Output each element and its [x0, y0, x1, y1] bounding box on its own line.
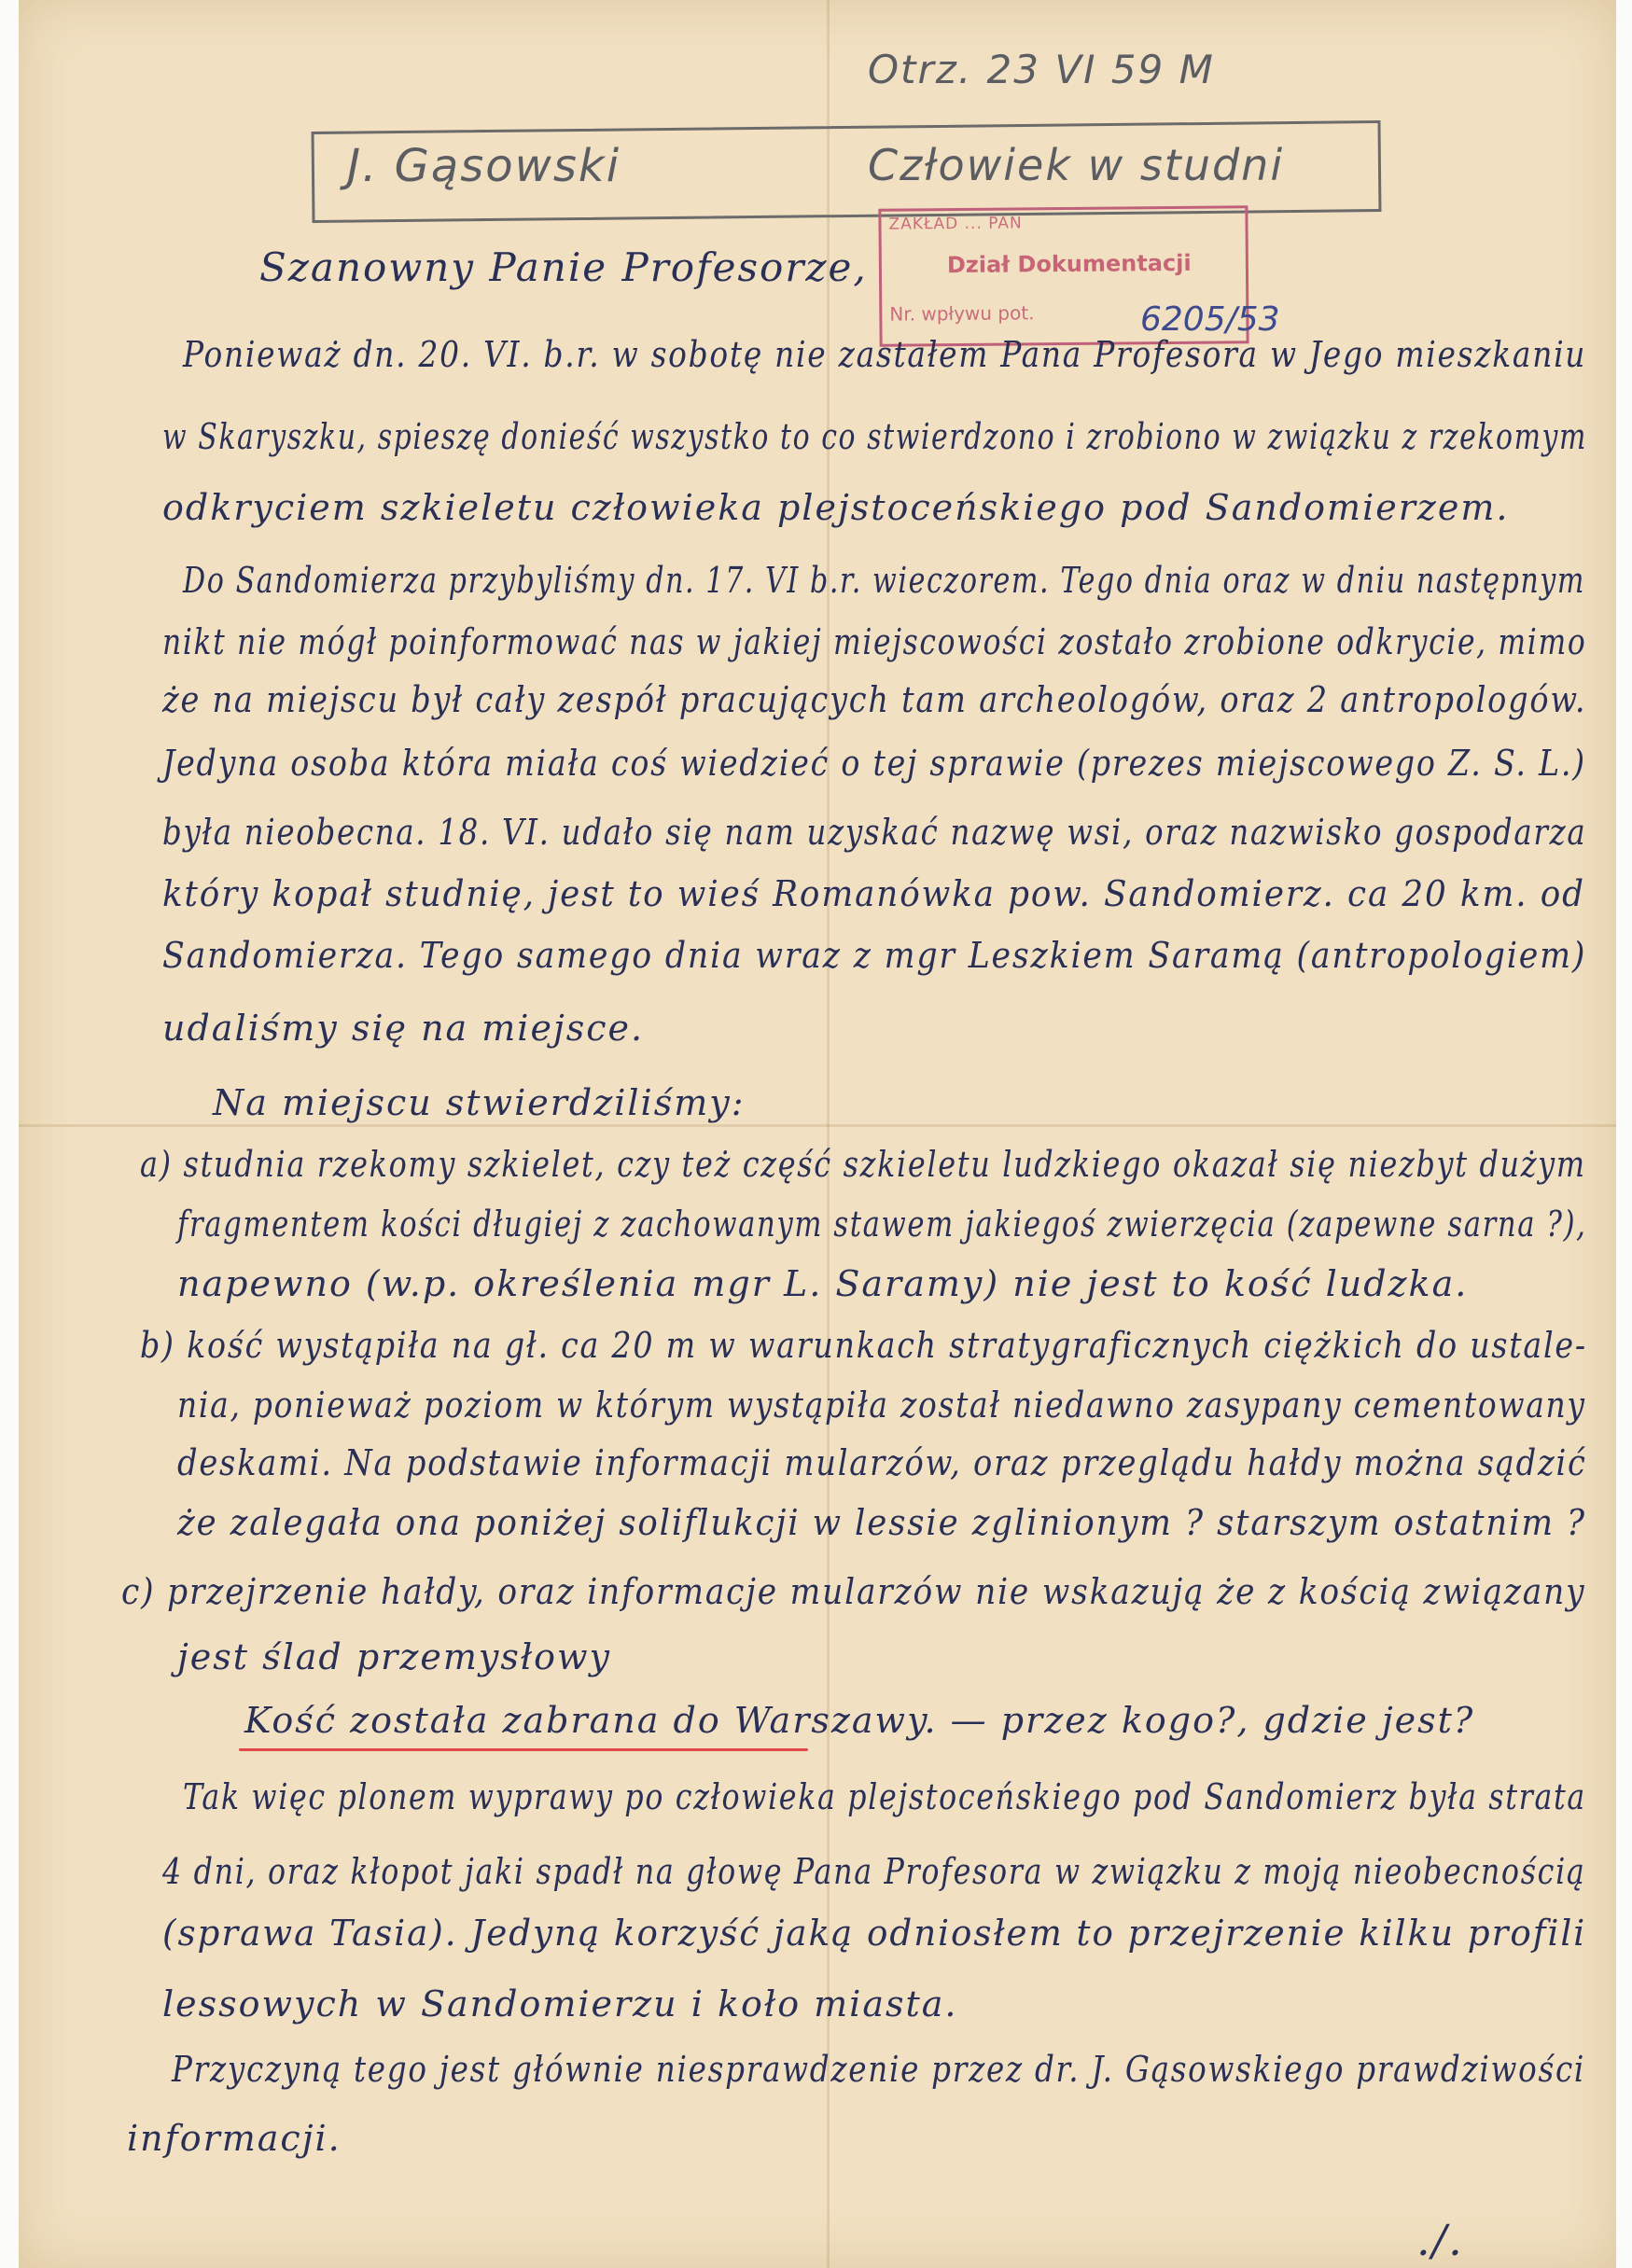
letter-line-21: jest ślad przemysłowy: [177, 1636, 612, 1677]
red-underline: [239, 1748, 808, 1751]
letter-line-25: (sprawa Tasia). Jedyną korzyść jaką odniosłem to przejrzenie kilku profili: [162, 1913, 1587, 1954]
letter-line-28: informacji.: [127, 2118, 342, 2159]
page-continuation-mark: ./.: [1416, 2215, 1464, 2265]
letter-line-27: Przyczyną tego jest głównie niesprawdzenie przez dr. J. Gąsowskiego prawdziwości: [172, 2049, 1586, 2090]
letter-line-16: b) kość wystąpiła na gł. ca 20 m w warunkach stratygraficznych ciężkich do ustale-: [140, 1325, 1587, 1366]
letter-line-1: Ponieważ dn. 20. VI. b.r. w sobotę nie zastałem Pana Profesora w Jego mieszkaniu: [183, 334, 1587, 375]
letter-line-4: Do Sandomierza przybyliśmy dn. 17. VI b.r. wieczorem. Tego dnia oraz w dniu następnym: [183, 560, 1586, 601]
letter-line-14: fragmentem kości długiej z zachowanym stawem jakiegoś zwierzęcia (zapewne sarna ?),: [177, 1204, 1587, 1245]
paper-fold-horizontal: [19, 1124, 1616, 1127]
letter-line-18: deskami. Na podstawie informacji mularzów, oraz przeglądu hałdy można sądzić: [177, 1442, 1587, 1483]
letter-line-20: c) przejrzenie hałdy, oraz informacje mularzów nie wskazują że z kością związany: [121, 1571, 1586, 1612]
stamp-number: 6205/53: [1140, 300, 1280, 339]
letter-line-6: że na miejscu był cały zespół pracujących tam archeologów, oraz 2 antropologów.: [162, 679, 1587, 720]
letter-line-15: napewno (w.p. określenia mgr L. Saramy) nie jest to kość ludzka.: [177, 1263, 1469, 1304]
letter-line-19: że zalegała ona poniżej soliflukcji w lessie zglinionym ? starszym ostatnim ?: [177, 1502, 1586, 1543]
letter-line-5: nikt nie mógł poinformować nas w jakiej miejscowości zostało zrobione odkrycie, mimo: [162, 621, 1587, 662]
letter-line-17: nia, ponieważ poziom w którym wystąpiła został niedawno zasypany cementowany: [177, 1384, 1586, 1426]
letter-line-13: a) studnia rzekomy szkielet, czy też część szkieletu ludzkiego okazał się niezbyt dużym: [140, 1144, 1586, 1185]
stamp-line-1: ZAKŁAD ... PAN: [888, 214, 1023, 234]
letter-line-22: Kość została zabrana do Warszawy. — przez kogo?, gdzie jest?: [244, 1700, 1475, 1741]
header-author: J. Gąsowski: [347, 140, 621, 192]
letter-line-12: Na miejscu stwierdziliśmy:: [213, 1082, 746, 1123]
letter-line-26: lessowych w Sandomierzu i koło miasta.: [162, 1983, 958, 2025]
letter-line-7: Jedyna osoba która miała coś wiedzieć o tej sprawie (prezes miejscowego Z. S. L.): [162, 743, 1586, 784]
letter-line-23: Tak więc plonem wyprawy po człowieka plejstoceńskiego pod Sandomierz była strata: [183, 1776, 1586, 1817]
stamp-line-3: Nr. wpływu pot.: [889, 301, 1035, 326]
letter-line-24: 4 dni, oraz kłopot jaki spadł na głowę Pana Profesora w związku z moją nieobecnością: [162, 1851, 1586, 1892]
letter-line-8: była nieobecna. 18. VI. udało się nam uzyskać nazwę wsi, oraz nazwisko gospodarza: [162, 812, 1587, 853]
letter-line-9: który kopał studnię, jest to wieś Romanówka pow. Sandomierz. ca 20 km. od: [162, 873, 1585, 914]
salutation: Szanowny Panie Profesorze,: [259, 244, 868, 290]
letter-line-3: odkryciem szkieletu człowieka plejstoceńskiego pod Sandomierzem.: [162, 487, 1510, 528]
archive-receipt-note: Otrz. 23 VI 59 M: [868, 47, 1215, 92]
letter-line-2: w Skaryszku, spieszę donieść wszystko to co stwierdzono i zrobiono w związku z rzekomym: [162, 416, 1587, 457]
stamp-line-2: Dział Dokumentacji: [946, 249, 1192, 279]
letter-line-10: Sandomierza. Tego samego dnia wraz z mgr Leszkiem Saramą (antropologiem): [162, 935, 1587, 976]
header-title: Człowiek w studni: [868, 140, 1285, 190]
letter-line-11: udaliśmy się na miejsce.: [162, 1008, 645, 1049]
